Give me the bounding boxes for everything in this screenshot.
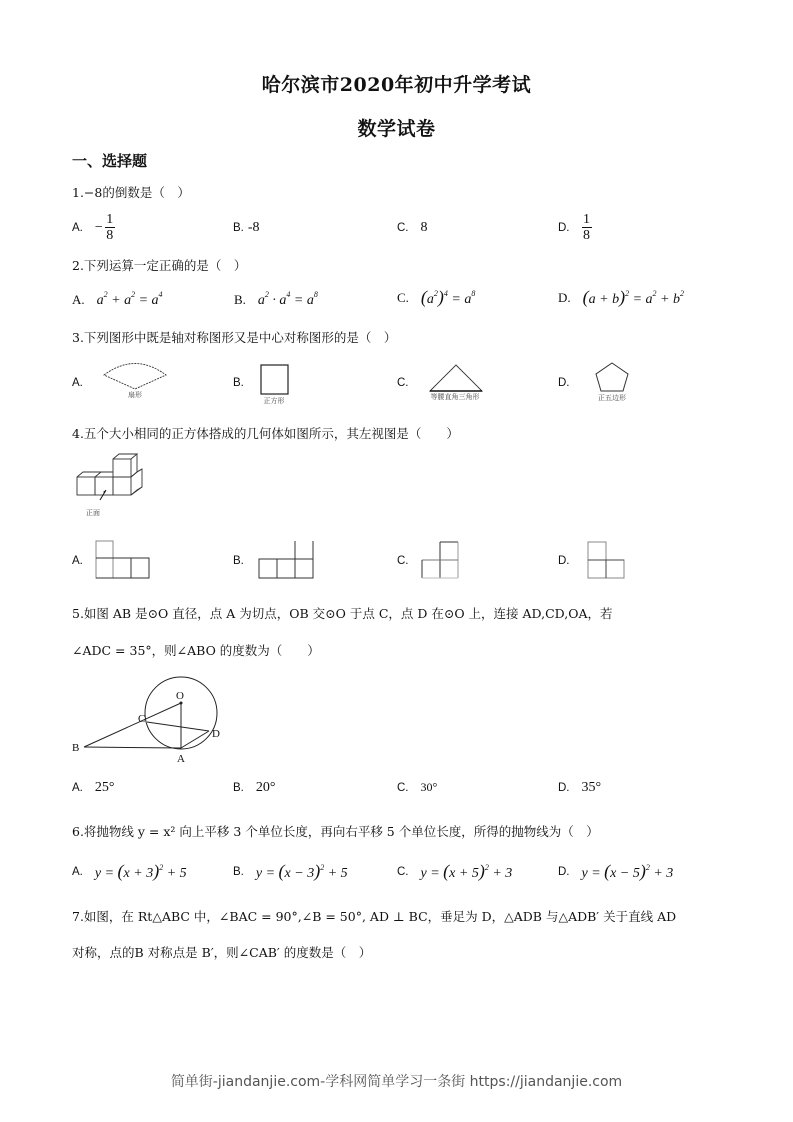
isosceles-right-triangle-icon	[420, 362, 490, 392]
option-label: D.	[558, 865, 570, 878]
option-label: B.	[233, 782, 244, 794]
fraction-1-8: $\frac{1}{8}$	[583, 212, 590, 243]
q3-option-c[interactable]	[397, 377, 421, 389]
fraction-neg-1-8: $\frac{1}{8}$	[106, 212, 114, 243]
question-1-text: 1.−8的倒数是（ ）	[72, 185, 190, 200]
question-7-text-line2: 对称，点的B 对称点是 B′，则∠CAB′ 的度数是（ ）	[72, 945, 372, 960]
option-label: A.	[72, 221, 83, 234]
option-label: C.	[397, 865, 409, 878]
option-value: 30°	[420, 780, 438, 794]
q4-option-a[interactable]	[72, 555, 95, 567]
exam-title: 哈尔滨市2020年初中升学考试	[261, 74, 532, 96]
q3-option-b[interactable]	[233, 377, 256, 389]
figure-caption: 正面	[86, 509, 100, 517]
option-label: C.	[397, 555, 409, 567]
option-label: A.	[72, 865, 83, 878]
point-b-label: B	[72, 742, 80, 754]
option-label: C.	[397, 377, 409, 389]
option-value: -8	[247, 220, 260, 235]
section-heading: 一、选择题	[72, 152, 148, 170]
square-icon	[254, 364, 294, 396]
option-label: B.	[233, 377, 244, 389]
q5-option-d[interactable]	[558, 780, 601, 796]
circle-tangent-figure	[68, 667, 238, 767]
question-5-text-line1: 5.如图 AB 是⊙O 直径，点 A 为切点，OB 交⊙O 于点 C，点 D 在⊙O 上，连接 AD,CD,OA，若	[72, 606, 613, 621]
question-2-text: 2.下列运算一定正确的是（ ）	[72, 258, 247, 273]
q3-option-a[interactable]	[72, 377, 95, 389]
left-view-b-icon	[258, 540, 316, 580]
figure-caption: 正方形	[263, 397, 285, 405]
figure-caption: 等腰直角三角形	[430, 393, 480, 401]
option-label: A.	[72, 291, 85, 307]
figure-caption: 扇形	[128, 391, 142, 399]
option-label: B.	[234, 291, 246, 307]
triangle-figure	[420, 362, 490, 402]
q5-option-c[interactable]	[397, 780, 437, 795]
point-o-label: O	[176, 690, 184, 702]
q4-option-d[interactable]	[558, 555, 582, 567]
q6-option-c[interactable]: C. $y = (x + 5)^2 + 3$	[397, 861, 513, 881]
option-label: C.	[397, 289, 409, 305]
option-label: D.	[558, 289, 571, 305]
option-label: D.	[558, 555, 570, 567]
q5-option-b[interactable]	[233, 780, 275, 796]
q2-option-c[interactable]: C. $(a^2)^4 = a^8$	[397, 287, 476, 307]
q6-option-d[interactable]: D. $y = (x - 5)^2 + 3$	[558, 861, 674, 881]
left-view-d-icon	[587, 541, 629, 581]
q1-option-c[interactable]	[397, 220, 428, 236]
question-4-text: 4.五个大小相同的正方体搭成的几何体如图所示，其左视图是（ ）	[72, 426, 459, 441]
question-3-text: 3.下列图形中既是轴对称图形又是中心对称图形的是（ ）	[72, 330, 397, 345]
option-label: C.	[397, 781, 409, 794]
option-label: D.	[558, 221, 570, 234]
view-d-figure	[587, 541, 629, 581]
point-c-label: C	[138, 713, 146, 725]
q1-option-d[interactable]	[558, 212, 592, 243]
q2-option-d[interactable]: D. $(a + b)^2 = a^2 + b^2$	[558, 287, 684, 307]
q6-option-b[interactable]: B. $y = (x - 3)^2 + 5$	[233, 861, 348, 881]
q3-option-d[interactable]	[558, 377, 582, 389]
square-figure	[254, 364, 294, 406]
circle-tangent-diagram-icon	[68, 667, 238, 767]
option-label: B.	[233, 555, 244, 567]
left-view-c-icon	[421, 540, 463, 580]
point-a-label: A	[177, 753, 185, 765]
option-label: B.	[233, 865, 244, 878]
sector-icon	[100, 360, 170, 390]
option-value: 20°	[255, 780, 276, 795]
view-a-figure	[95, 540, 153, 580]
left-view-a-icon	[95, 540, 153, 580]
question-6-text: 6.将抛物线 y = x² 向上平移 3 个单位长度，再向右平移 5 个单位长度，所得的抛物线为（ ）	[72, 824, 599, 839]
q1-option-a[interactable]: A. − $\frac{1}{8}$	[72, 212, 114, 243]
question-5-text-line2: ∠ADC = 35°，则∠ABO 的度数为（ ）	[72, 643, 320, 658]
point-d-label: D	[212, 728, 220, 740]
option-label: A.	[72, 555, 83, 567]
pentagon-figure	[590, 361, 634, 403]
exam-subtitle: 数学试卷	[357, 118, 436, 140]
option-value: 35°	[581, 780, 602, 795]
option-label: D.	[558, 377, 570, 389]
pentagon-icon	[590, 361, 634, 393]
q5-option-a[interactable]	[72, 780, 114, 796]
q2-option-b[interactable]: B. $a^2 \cdot a^4 = a^8$	[234, 290, 318, 308]
option-value: 25°	[94, 780, 115, 795]
figure-caption: 正五边形	[598, 394, 626, 402]
cube-stack-icon	[72, 452, 162, 512]
option-label: D.	[558, 782, 570, 794]
option-value: 8	[420, 220, 428, 235]
footer-watermark: 简单街-jiandanjie.com-学科网简单学习一条街 https://jiandanjie.com	[170, 1074, 623, 1090]
option-label: C.	[397, 222, 409, 234]
q1-option-b[interactable]	[233, 220, 260, 236]
option-label: A.	[72, 377, 83, 389]
cube-stack-figure	[72, 452, 162, 518]
q2-option-a[interactable]: A. $a^2 + a^2 = a^4$	[72, 290, 163, 308]
view-b-figure	[258, 540, 316, 580]
q6-option-a[interactable]: A. $y = (x + 3)^2 + 5$	[72, 861, 187, 881]
question-7-text-line1: 7.如图，在 Rt△ABC 中，∠BAC = 90°,∠B = 50°, AD ⊥ BC，垂足为 D，△ADB 与△ADB′ 关于直线 AD	[72, 909, 677, 924]
view-c-figure	[421, 540, 463, 580]
option-label: B.	[233, 222, 244, 234]
option-label: A.	[72, 782, 83, 794]
sector-figure	[100, 360, 170, 400]
q4-option-c[interactable]	[397, 555, 421, 567]
q4-option-b[interactable]	[233, 555, 256, 567]
